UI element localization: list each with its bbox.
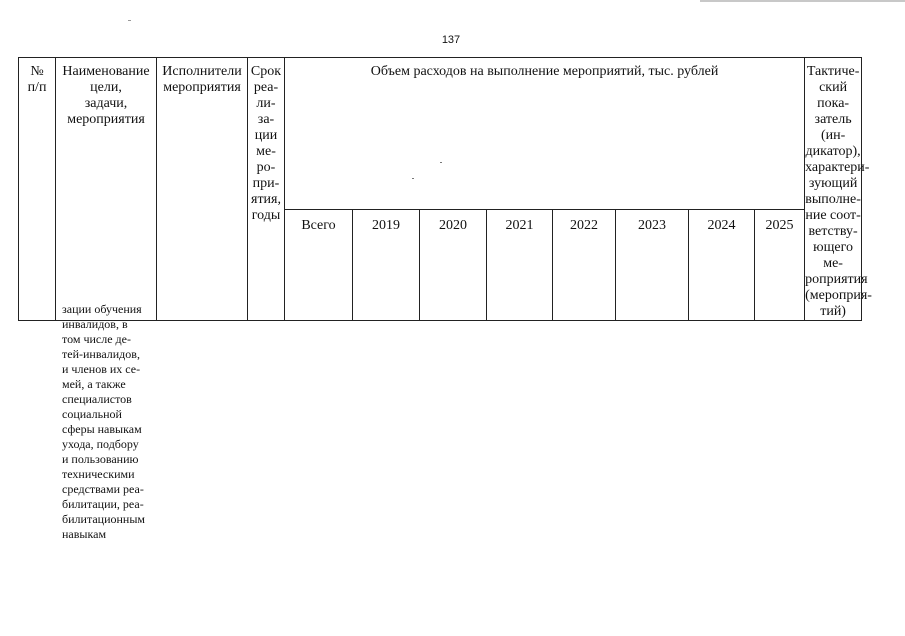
year-2021: 2021 — [487, 209, 553, 320]
expenses-table — [18, 57, 872, 321]
page-number: 137 — [441, 34, 461, 46]
header-term: Срок реа- ли- за- ции ме- ро- при- ятия, годы — [248, 58, 285, 321]
header-executors: Исполнители мероприятия — [157, 58, 248, 321]
year-total: Всего — [285, 209, 353, 320]
continuation-text: зации обучения инвалидов, в том числе де- тей-инвалидов, и членов их се- мей, а также специалистов социальной сферы навыкам ухода, подбору и пользованию техническими средствами реа- билитации, реа- билитационным навыкам — [62, 302, 145, 541]
header-indicator: Тактиче- ский пока- затель (ин- дикатор), характери- зующий выполне- ние соот- ветству- ющего ме- роприятия (мероприя- тий) — [805, 58, 862, 321]
header-number: № п/п — [19, 58, 56, 321]
header-row-top — [19, 58, 862, 210]
year-2023: 2023 — [616, 209, 689, 320]
year-2022: 2022 — [553, 209, 616, 320]
scan-speck — [440, 162, 442, 163]
year-2025: 2025 — [755, 209, 805, 320]
scan-edge-line — [700, 0, 905, 2]
year-2019: 2019 — [353, 209, 420, 320]
scan-speck — [412, 178, 414, 179]
header-expenses: Объем расходов на выполнение мероприятий, тыс. рублей — [285, 58, 805, 210]
scan-speck — [128, 20, 131, 21]
year-2024: 2024 — [689, 209, 755, 320]
header-name: Наименование цели, задачи, мероприятия — [56, 58, 157, 321]
year-2020: 2020 — [420, 209, 487, 320]
